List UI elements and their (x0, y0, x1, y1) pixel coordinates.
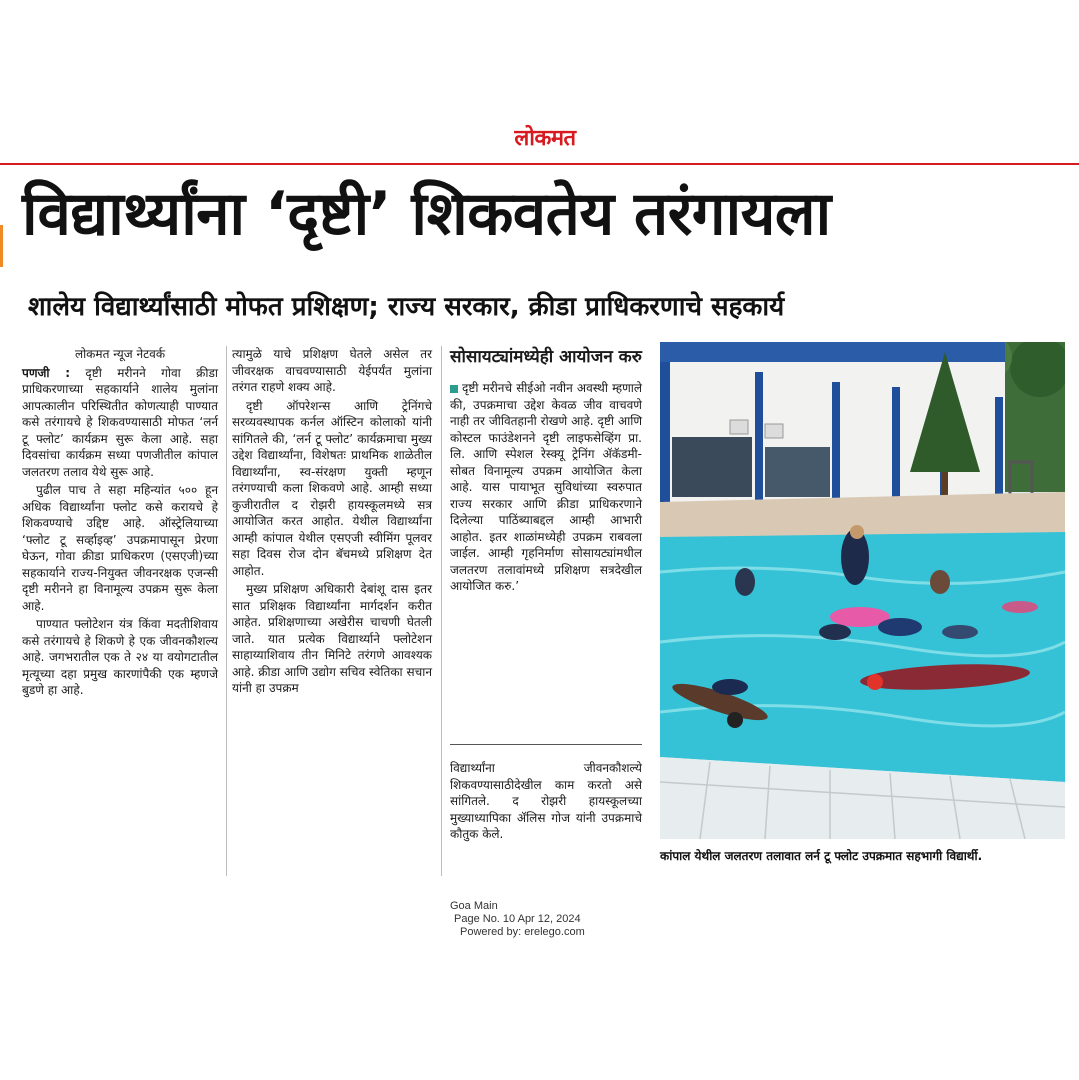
paragraph-text: दृष्टी मरीनने गोवा क्रीडा प्राधिकरणाच्या सहकार्याने शालेय मुलांना आपत्कालीन परिस्थितीत कोणत्याही पाण्यात कसे तरंगायचे हे शिकवण्यासाठी मोफत ‘लर्न टू फ्लोट’ कार्यक्रम सुरू केला आहे. सहा दिवसांचा कार्यक्रम सध्या पणजीतील कांपाल जलतरण तलाव येथे सुरू आहे. (22, 365, 218, 479)
headline: विद्यार्थ्यांना ‘दृष्टी’ शिकवतेय तरंगायला (22, 179, 831, 249)
article-column-2 (232, 346, 432, 699)
column-divider (441, 346, 442, 876)
subheadline: शालेय विद्यार्थ्यांसाठी मोफत प्रशिक्षण; राज्य सरकार, क्रीडा प्राधिकरणाचे सहकार्य (28, 292, 785, 322)
page-footer (430, 900, 670, 939)
article-paragraph: पुढील पाच ते सहा महिन्यांत ५०० हून अधिक विद्यार्थ्यांना फ्लोट कसे करायचे हे शिकवण्याचे उद्दिष्ट आहे. ऑस्ट्रेलियाच्या ‘फ्लोट टू सर्व्हाइव्ह’ उपक्रमापासून प्रेरणा घेऊन, गोवा क्रीडा प्राधिकरण (एसएजी)च्या सहकार्याने राज्य-नियुक्त जीवनरक्षक एजन्सी दृष्टी मरीनने हा विनामूल्य उपक्रम सुरू केला आहे. (22, 483, 218, 613)
byline: लोकमत न्यूज नेटवर्क (74, 347, 166, 361)
article-paragraph (22, 365, 218, 481)
dateline: पणजी : (22, 365, 71, 380)
article-paragraph: त्यामुळे याचे प्रशिक्षण घेतले असेल तर जीवरक्षक वाचवण्यासाठी येईपर्यंत मुलांना तरंगत राहणे शक्य आहे. (232, 347, 432, 394)
powered-by: Powered by: erelego.com (460, 926, 585, 938)
sidebox (450, 346, 642, 597)
masthead (0, 0, 1079, 168)
masthead-rule (0, 163, 1079, 165)
sidebox-title: सोसायट्यांमध्येही आयोजन करु (450, 347, 642, 367)
sidebox-rule (450, 744, 642, 745)
column-divider (226, 346, 227, 876)
page-info: Page No. 10 Apr 12, 2024 (454, 913, 581, 925)
page-edge-marker (0, 225, 3, 267)
article-column-3-continued (450, 760, 642, 845)
quote-text: दृष्टी मरीनचे सीईओ नवीन अवस्थी म्हणाले की, उपक्रमाचा उद्देश केवळ जीव वाचवणे नाही तर जीवितहानी रोखणे आहे. दृष्टी आणि कोस्टल फाउंडेशनने दृष्टी लाइफसेव्हिंग प्रा. लि. आणि स्पेशल रेस्क्यू ट्रेनिंग ॲकॅडमी-सोबत विनामूल्य उपक्रम आयोजित केला आहे. यास पायाभूत सुविधांच्या स्वरुपात राज्य सरकार आणि क्रीडा प्राधिकरणाने दिलेल्या पाठिंब्याबद्दल आम्ही आभारी आहोत. इतर शाळांमध्येही उपक्रम राबवला जाईल. आम्ही गृहनिर्माण सोसायट्यांमधील जलतरण तलावांमध्ये प्रशिक्षण सत्रदेखील आयोजित करु.’ (450, 381, 642, 593)
sidebox-quote (450, 380, 642, 595)
lokmat-logo: लोकमत (514, 126, 576, 151)
article-paragraph: पाण्यात फ्लोटेशन यंत्र किंवा मदतीशिवाय कसे तरंगायचे हे शिकणे हे एक जीवनकौशल्य आहे. जगभरातील एक ते २४ या वयोगटातील मृत्यूच्या दहा प्रमुख कारणांपैकी एक म्हणजे बुडणे हा आहे. (22, 617, 218, 697)
article-paragraph: मुख्य प्रशिक्षण अधिकारी देबांशू दास इतर सात प्रशिक्षक विद्यार्थ्यांना मार्गदर्शन करीत आहेत. प्रशिक्षणाच्या अखेरीस चाचणी घेतली जाते. यात प्रत्येक विद्यार्थ्याने फ्लोटेशन साहाय्याशिवाय तीन मिनिटे तरंगणे आवश्यक आहे. क्रीडा आणि उद्योग सचिव स्वेतिका सचान यांनी हा उपक्रम (232, 582, 432, 695)
bullet-square-icon (450, 385, 458, 393)
photo-caption: कांपाल येथील जलतरण तलावात लर्न टू फ्लोट उपक्रमात सहभागी विद्यार्थी. (660, 849, 983, 863)
article-paragraph: दृष्टी ऑपरेशन्स आणि ट्रेनिंगचे सरव्यवस्थापक कर्नल ऑस्टिन कोलाको यांनी सांगितले की, ‘लर्न टू फ्लोट’ कार्यक्रमाचा मुख्य उद्देश विद्यार्थ्यांना, विशेषतः प्राथमिक शाळेतील विद्यार्थ्यांना, स्व-संरक्षण युक्ती म्हणून तरंगण्याची कला शिकवणे आहे. आम्ही सध्या कुजीरातील द रोझरी हायस्कूलमध्ये सत्र आयोजित करत आहोत. येथील विद्यार्थ्यांना आम्ही कांपाल येथील एसएजी स्वीमिंग पूलवर सहा दिवस रोज दोन बॅचमध्ये प्रशिक्षण देत आहोत. (232, 398, 432, 578)
news-photo-swimming-pool (660, 342, 1065, 839)
article-paragraph: विद्यार्थ्यांना जीवनकौशल्ये शिकवण्यासाठीदेखील काम करतो असे सांगितले. द रोझरी हायस्कूलच्या मुख्याध्यापिका ॲलिस गोज यांनी उपक्रमाचे कौतुक केले. (450, 761, 642, 841)
article-column-1 (22, 346, 218, 701)
edition-name: Goa Main (450, 900, 498, 912)
